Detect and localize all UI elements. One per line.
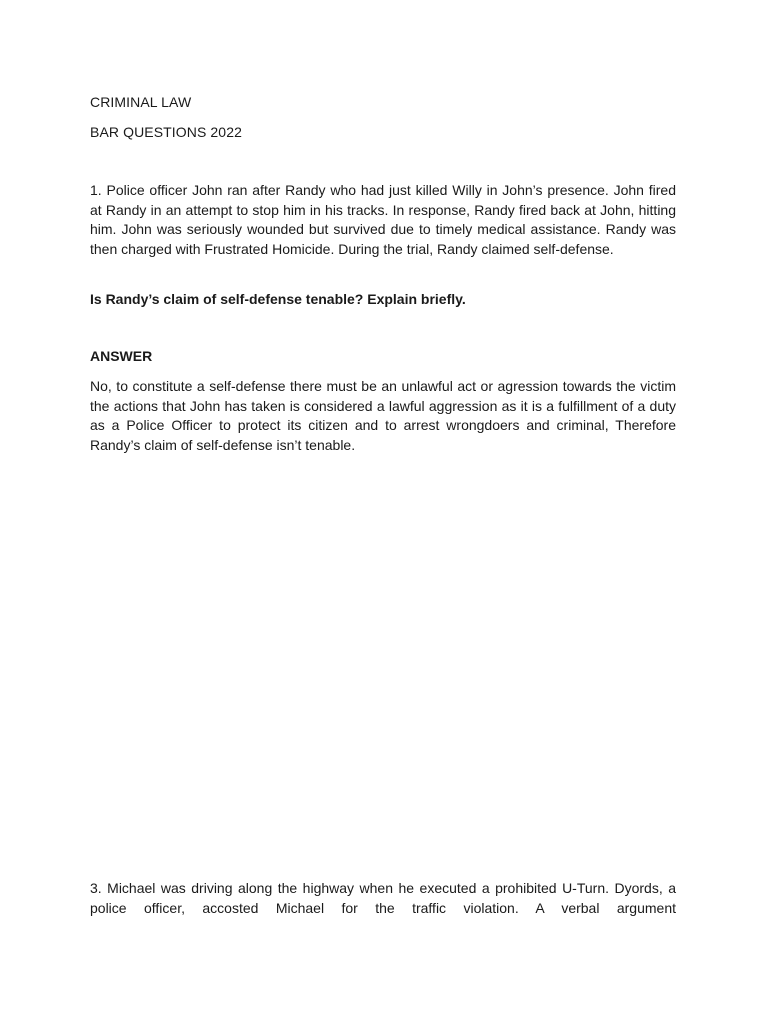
answer-text: No, to constitute a self-defense there must be an unlawful act or agression towards the victim the actions that John has taken is considered a lawful aggression as it is a fulfillment of a duty as a Police Officer to protect its citizen and to arrest wrongdoers and criminal, Therefore Randy’s claim of self-defense isn’t tenable. bbox=[90, 378, 676, 453]
question-3-text: 3. Michael was driving along the highway when he executed a prohibited U-Turn. Dyords, a police officer, accosted Michael for the traffic violation. A verbal argument bbox=[90, 880, 676, 916]
question-1-prompt: Is Randy’s claim of self-defense tenable? Explain briefly. bbox=[90, 291, 466, 307]
answer-heading: ANSWER bbox=[90, 348, 153, 364]
document-subtitle: BAR QUESTIONS 2022 bbox=[90, 124, 242, 140]
question-1-text: 1. Police officer John ran after Randy who had just killed Willy in John’s presence. John fired at Randy in an attempt to stop him in his tracks. In response, Randy fired back at John, hitting him. John was seriously wounded but survived due to timely medical assistance. Randy was then charged with Frustrated Homicide. During the trial, Randy claimed self-defense. bbox=[90, 182, 676, 257]
document-title: CRIMINAL LAW bbox=[90, 94, 192, 110]
